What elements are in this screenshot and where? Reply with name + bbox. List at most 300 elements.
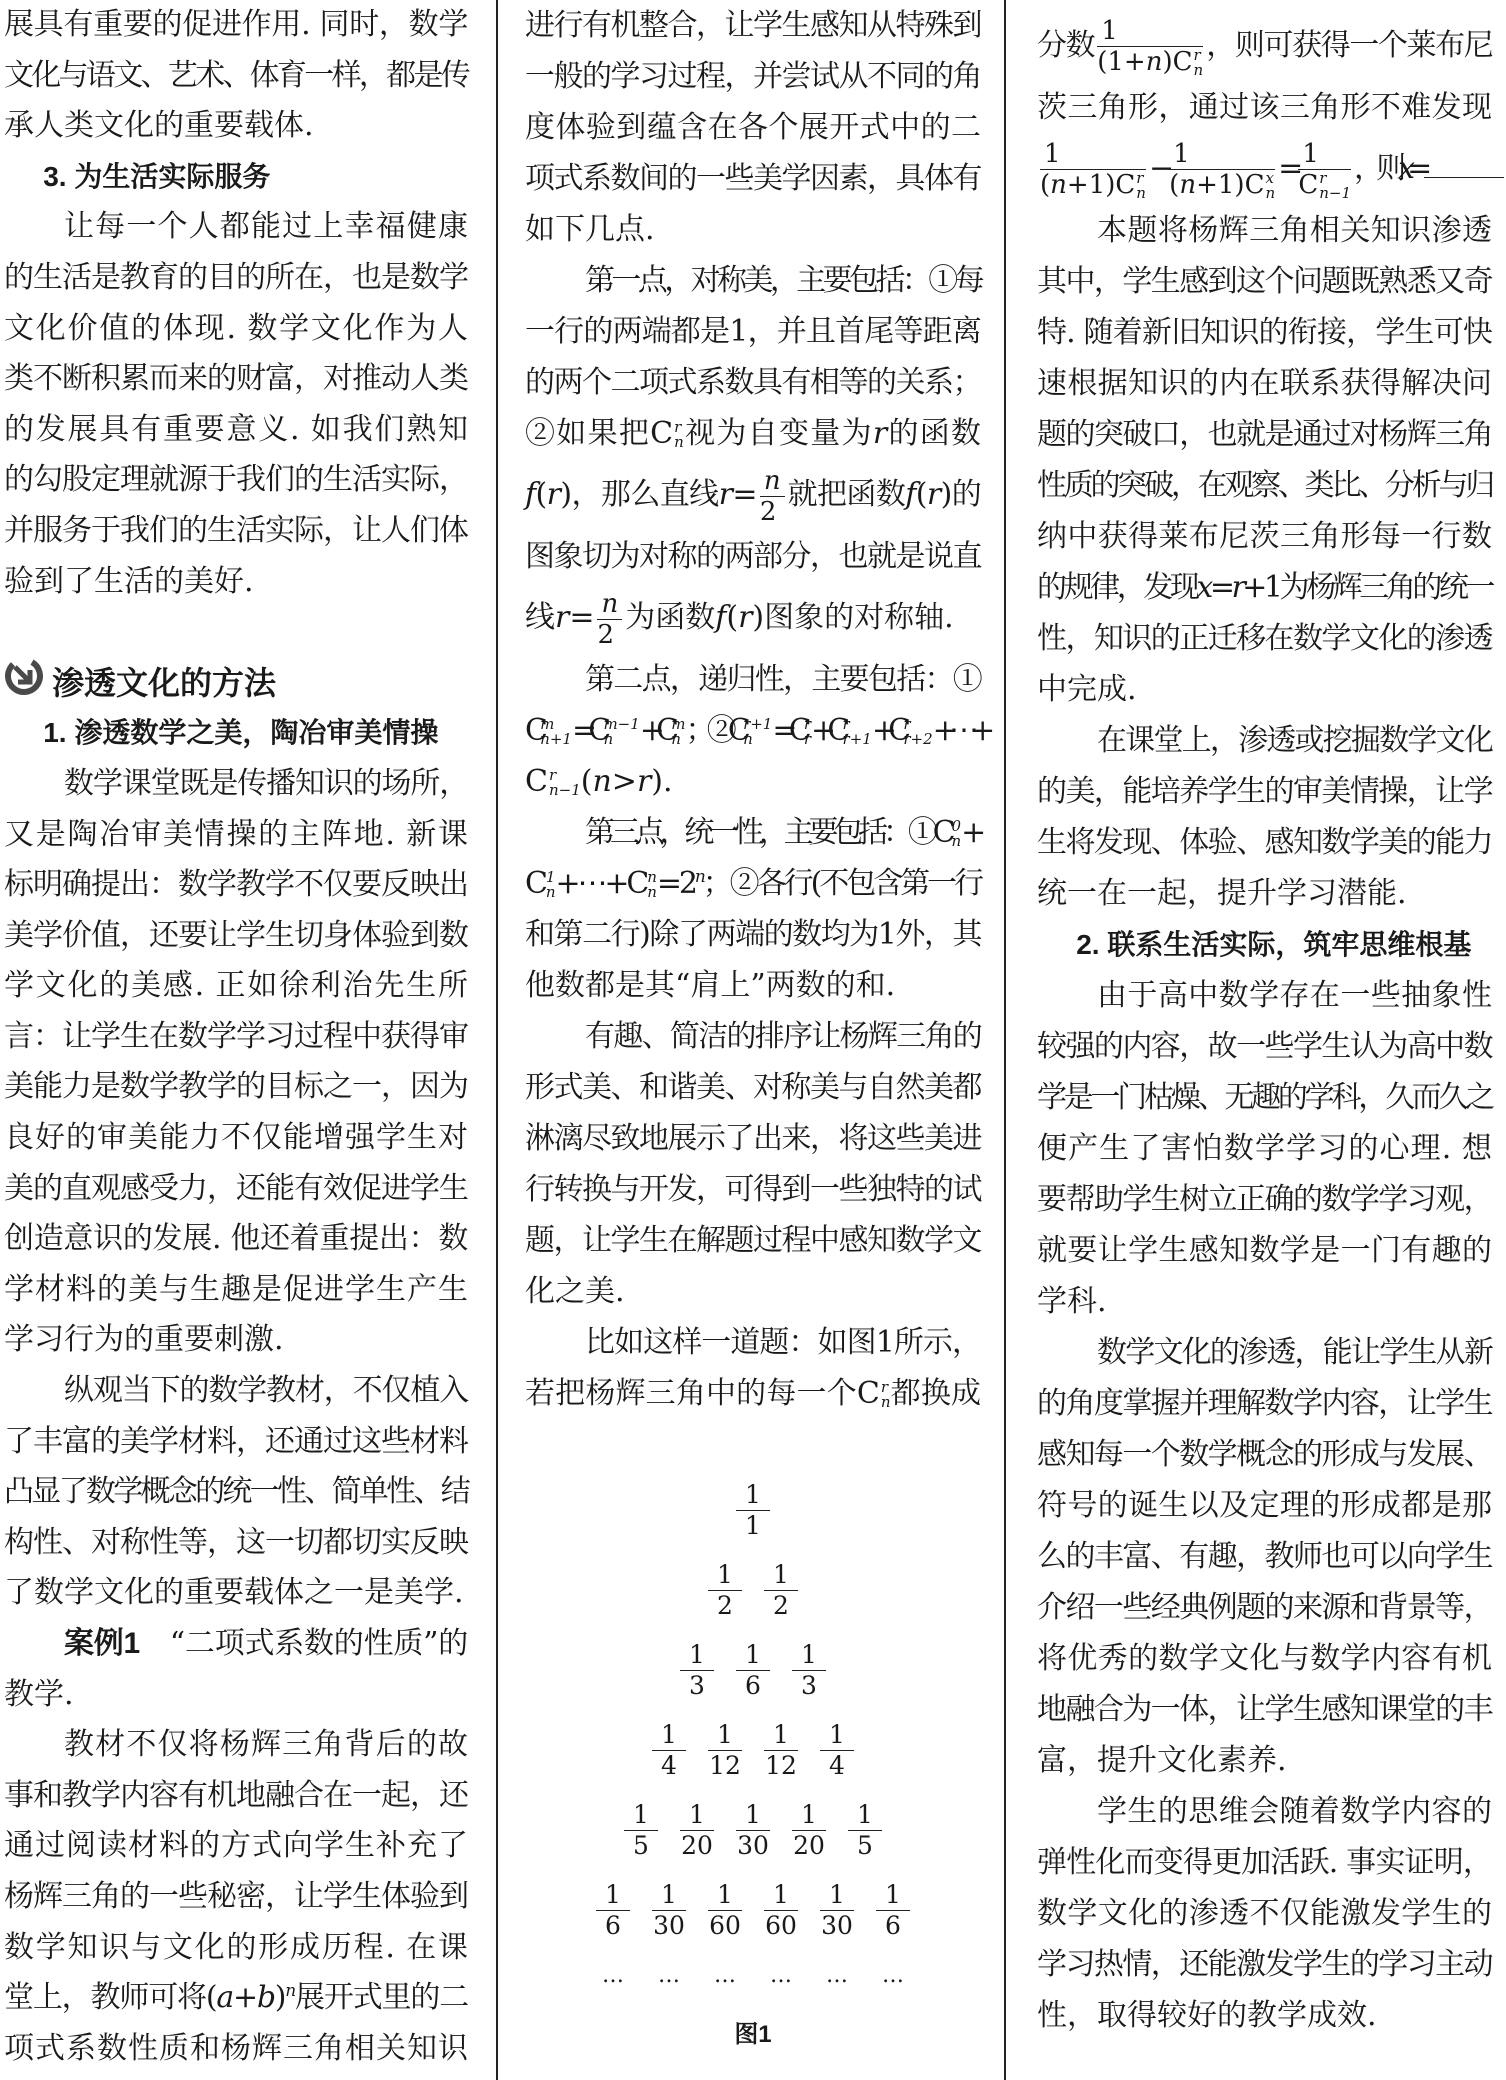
superscript: m (671, 715, 686, 733)
paragraph (525, 0, 981, 255)
text-line (525, 357, 981, 408)
denominator (792, 1831, 826, 1861)
text-run: 形式美、和谐美、对称美与自然美都 (525, 1070, 981, 1105)
binomial-c: C (588, 713, 603, 748)
fraction (1169, 139, 1275, 201)
text-run: 凸显了数学概念的统一性、简单性、结 (4, 1474, 468, 1510)
text-line (1037, 766, 1492, 817)
text-line (525, 1368, 981, 1419)
fraction (792, 1640, 826, 1701)
text-run: 又是陶冶审美情操的主阵地. 新课 (4, 816, 468, 852)
binomial-c: C (626, 866, 647, 901)
triangle-row (525, 1870, 981, 1950)
text-line (525, 1317, 981, 1368)
denominator (876, 1911, 910, 1941)
text-line (4, 405, 468, 456)
paragraph (1037, 205, 1492, 715)
text-run: 1 (1302, 139, 1319, 169)
denominator (652, 1911, 686, 1941)
text-line (1037, 1888, 1492, 1939)
text-line (525, 1011, 981, 1062)
section-heading (4, 658, 468, 709)
text-line (525, 306, 981, 357)
superscript: m−1 (603, 715, 640, 733)
text-run: 1 (661, 1879, 677, 1909)
text-line (525, 807, 981, 858)
text-line (4, 1012, 468, 1063)
subscript: r+2 (903, 730, 933, 748)
text-run: 并服务于我们的生活实际，让人们体 (4, 512, 468, 548)
fraction (624, 1800, 658, 1861)
numerator (708, 1560, 742, 1591)
text-line (1037, 460, 1492, 511)
text-run: 1 (689, 1639, 705, 1669)
subscript: n (674, 433, 684, 451)
text-line (1037, 409, 1492, 460)
text-run: 1 (1173, 139, 1190, 169)
binomial-indices (549, 768, 581, 798)
text-run: 的函数 (887, 416, 982, 451)
superscript: m (540, 715, 555, 733)
text-run: 1 (829, 1719, 845, 1749)
math-variable: n (601, 588, 619, 619)
text-run: 弹性化而变得更加活跃. 事实证明， (1037, 1845, 1492, 1880)
text-run: 通过阅读材料的方式向学生补充了 (4, 1828, 468, 1864)
text-run: 1 (745, 1479, 761, 1509)
text-line (4, 1821, 468, 1872)
fraction (792, 1800, 826, 1861)
denominator (680, 1831, 714, 1861)
text-run: + (232, 1980, 257, 2016)
binomial-c: C (827, 713, 842, 748)
math-variable: r (872, 416, 888, 451)
triangle-row (525, 1470, 981, 1550)
denominator (736, 1511, 770, 1541)
paragraph (525, 654, 987, 807)
binomial-coefficient (525, 764, 581, 799)
text-line (1037, 613, 1492, 664)
text-run: − (1148, 151, 1167, 186)
text-line (1037, 1531, 1492, 1582)
text-run: 度体验到蕴含在各个展开式中的二 (525, 110, 981, 145)
fraction (708, 1880, 742, 1941)
text-line (1037, 1327, 1492, 1378)
text-line (4, 1720, 468, 1771)
binomial-indices (881, 1380, 891, 1410)
text-run: 在课堂上，渗透或挖掘数学文化 (1097, 723, 1492, 758)
text-line (1037, 1225, 1492, 1276)
text-run: 一般的学习过程，并尝试从不同的角 (525, 59, 981, 94)
text-run: 题的突破口，也就是通过对杨辉三角 (1037, 417, 1492, 452)
numerator (708, 1880, 742, 1911)
text-line (4, 101, 468, 152)
superscript: r (674, 418, 682, 436)
denominator (764, 1591, 798, 1621)
math-variable: f (905, 477, 916, 512)
text-run: 4 (661, 1750, 677, 1780)
text-run: 教材不仅将杨辉三角背后的故 (64, 1727, 468, 1763)
binomial-coefficient (525, 713, 572, 748)
binomial-indices (540, 717, 572, 747)
text-run: +⋯+ (932, 713, 987, 748)
text-run: 分数 (1037, 28, 1095, 63)
text-run: ，则可获得一个莱布尼 (1206, 28, 1493, 63)
math-variable: a (216, 1980, 233, 2016)
text-run: 1 (605, 1879, 621, 1909)
paragraph (4, 759, 468, 1366)
ellipsis: … (602, 1962, 624, 1988)
numerator (1040, 139, 1146, 170)
binomial-coefficient (933, 815, 961, 850)
text-run: 本题将杨辉三角相关知识渗透 (1097, 213, 1492, 248)
text-line (4, 557, 468, 608)
text-run: 数学课堂既是传播知识的场所， (64, 765, 468, 801)
exponent: n (694, 867, 703, 887)
binomial-coefficient (650, 416, 684, 451)
binomial-indices (674, 420, 684, 450)
math-variable: n (1179, 170, 1197, 200)
text-line (1037, 1378, 1492, 1429)
text-line (1037, 1633, 1492, 1684)
fraction (652, 1880, 686, 1941)
text-run: = (732, 477, 757, 512)
text-run: 教学. (4, 1676, 74, 1712)
text-run: 学生的思维会随着数学内容的 (1097, 1794, 1492, 1829)
paragraph (1037, 10, 1506, 205)
binomial-coefficient (827, 713, 871, 748)
text-run: 感知每一个数学概念的形成与发展、 (1037, 1437, 1492, 1472)
subscript: n (1193, 61, 1204, 79)
denominator (708, 1911, 742, 1941)
text-run: 学科. (1037, 1284, 1107, 1319)
text-run: 学习热情，还能激发学生的学习主动 (1037, 1947, 1492, 1982)
column-1 (4, 0, 468, 2074)
paragraph (4, 0, 468, 152)
ellipsis-row (525, 1950, 981, 2000)
text-run: (1+ (1097, 47, 1146, 77)
binomial-coefficient (728, 713, 772, 748)
text-line (4, 1062, 468, 1113)
paragraph (4, 202, 468, 607)
text-line (1037, 1072, 1492, 1123)
text-line (4, 1366, 468, 1417)
binomial-coefficient (1245, 170, 1276, 200)
numerator (1298, 139, 1351, 170)
text-line (1037, 817, 1492, 868)
text-line (4, 455, 468, 506)
text-line (1037, 358, 1492, 409)
text-run: 淋漓尽致地展示了出来，将这些美进 (525, 1121, 981, 1156)
text-line (1037, 511, 1492, 562)
superscript: r (842, 715, 850, 733)
text-run: 符号的诞生以及定理的形成都是那 (1037, 1488, 1492, 1523)
text-line (1037, 256, 1492, 307)
text-run: 创造意识的发展. 他还着重提出：数 (4, 1221, 468, 1257)
superscript: 0 (951, 817, 962, 835)
text-run: 项式系数性质和杨辉三角相关知识 (4, 2030, 468, 2066)
text-run: 学材料的美与生趣是促进学生产生 (4, 1271, 468, 1307)
text-run: ②如果把 (525, 416, 651, 451)
section-heading-text: 渗透文化的方法 (52, 664, 277, 701)
text-run: 速根据知识的内在联系获得解决问 (1037, 366, 1492, 401)
binomial-indices (743, 717, 772, 747)
binomial-coefficient (857, 1376, 891, 1411)
text-run: 1 (885, 1879, 901, 1909)
binomial-c: C (856, 1376, 880, 1411)
math-variable: n (1050, 170, 1067, 200)
text-run: 和第二行)除了两端的数均为1外，其 (525, 917, 981, 952)
numerator (652, 1720, 686, 1751)
case-label: 案例1 (64, 1627, 140, 1660)
triangle-row (525, 1630, 981, 1710)
text-run: = (571, 713, 589, 748)
text-line (1037, 133, 1506, 205)
text-run: 他数都是其“肩上”两数的和. (525, 968, 896, 1003)
text-line (525, 255, 981, 306)
paragraph (1037, 1786, 1492, 2041)
figure-caption: 图1 (734, 2021, 772, 2048)
text-run: ( (580, 764, 593, 799)
numerator (792, 1800, 826, 1831)
text-run: 良好的审美能力不仅能增强学生对 (4, 1120, 468, 1156)
column-2 (525, 0, 987, 1419)
text-run: 2 (717, 1590, 733, 1620)
text-run: 1 (745, 1639, 761, 1669)
text-run: 较强的内容，故一些学生认为高中数 (1037, 1029, 1492, 1064)
text-line (4, 1923, 468, 1974)
text-run: = (1278, 151, 1296, 186)
text-run: 项式系数间的一些美学因素，具体有 (525, 161, 981, 196)
binomial-indices (1194, 48, 1204, 78)
text-line (525, 102, 981, 153)
binomial-c: C (888, 713, 903, 748)
text-run: 1 (773, 1559, 789, 1589)
binomial-c: C (932, 815, 951, 850)
superscript: r (548, 766, 557, 784)
subscript: n−1 (1319, 184, 1352, 202)
denominator (760, 497, 785, 527)
text-line (1037, 1735, 1492, 1786)
fraction (764, 1720, 798, 1781)
text-run: 文化与语文、艺术、体育一样，都是传 (4, 57, 468, 93)
fraction (848, 1800, 882, 1861)
text-run: 12 (765, 1750, 797, 1780)
text-line (4, 51, 468, 102)
text-run: 都换成 (890, 1376, 982, 1411)
numerator (764, 1880, 798, 1911)
binomial-c: C (650, 416, 674, 451)
text-run: 标明确提出：数学教学不仅要反映出 (4, 867, 468, 903)
binomial-indices (1265, 171, 1275, 201)
denominator (736, 1831, 770, 1861)
text-run: 20 (793, 1830, 825, 1860)
text-run: 1 (661, 1719, 677, 1749)
text-run: 文化价值的体现. 数学文化作为人 (4, 310, 468, 346)
text-run: 富，提升文化素养. (1037, 1743, 1287, 1778)
text-run: 验到了生活的美好. (4, 563, 254, 599)
binomial-indices (546, 870, 556, 900)
fraction (1097, 16, 1203, 78)
ellipsis: … (826, 1962, 848, 1988)
text-run: 5 (633, 1830, 649, 1860)
denominator (1040, 170, 1146, 201)
text-run: 构性、对称性等，这一切都切实反映 (4, 1524, 468, 1560)
text-line (525, 459, 981, 531)
text-run: 1 (773, 1719, 789, 1749)
text-run: 3 (689, 1670, 705, 1700)
binomial-c: C (1298, 170, 1319, 200)
math-variable: n (763, 465, 781, 496)
numerator (708, 1720, 742, 1751)
text-run: +⋯+ (555, 866, 627, 901)
binomial-coefficient (1298, 170, 1351, 200)
text-line (1037, 1939, 1492, 1990)
text-run: 化之美. (525, 1274, 625, 1309)
circle-arrow-down-right-icon (4, 656, 44, 711)
text-run: 4 (829, 1750, 845, 1780)
superscript: r (880, 1378, 888, 1396)
text-run: 生将发现、体验、感知数学美的能力 (1037, 825, 1492, 860)
denominator (1298, 170, 1351, 201)
text-run: 茨三角形，通过该三角形不难发现 (1037, 90, 1492, 125)
text-line (1037, 307, 1492, 358)
text-run: + (639, 713, 657, 748)
text-run: = (1209, 570, 1232, 605)
text-run: 第三点，统一性，主要包括：① (585, 815, 933, 850)
subscript: n (1265, 184, 1276, 202)
text-line (1037, 715, 1492, 766)
text-run: 要帮助学生树立正确的数学学习观， (1037, 1182, 1492, 1217)
binomial-c: C (525, 713, 540, 748)
exponent: n (285, 1981, 295, 2002)
math-variable: x (1196, 570, 1210, 605)
text-run: 图象切为对称的两部分，也就是说直 (525, 539, 981, 574)
text-run: + (871, 713, 889, 748)
text-line (4, 860, 468, 911)
text-run: 性，知识的正迁移在数学文化的渗透 (1037, 621, 1492, 656)
text-line (1037, 1123, 1492, 1174)
text-run: 1 (745, 1510, 761, 1540)
fraction (597, 589, 622, 650)
text-line (1037, 1837, 1492, 1888)
text-run: 20 (681, 1830, 713, 1860)
math-variable: b (256, 1980, 275, 2016)
text-line (4, 1467, 468, 1518)
text-run: 言：让学生在数学学习过程中获得审 (4, 1018, 468, 1054)
binomial-indices (671, 717, 685, 747)
superscript: 1 (545, 868, 556, 886)
text-run: 1 (829, 1879, 845, 1909)
paragraph (525, 1011, 981, 1317)
text-run: 让每一个人都能过上幸福健康 (64, 209, 468, 245)
text-run: 展具有重要的促进作用. 同时，数学 (4, 7, 468, 42)
text-run: 其中，学生感到这个问题既熟悉又奇 (1037, 264, 1492, 299)
paragraph (1037, 970, 1492, 1327)
text-run: 30 (821, 1910, 853, 1940)
numerator (848, 1800, 882, 1831)
text-line (1037, 1174, 1492, 1225)
text-run: 的勾股定理就源于我们的生活实际， (4, 462, 468, 498)
text-run: 由于高中数学存在一些抽象性 (1097, 978, 1492, 1013)
text-run: 60 (709, 1910, 741, 1940)
text-run: + (961, 815, 982, 850)
text-line (1037, 664, 1492, 715)
text-line (525, 705, 987, 756)
text-run: 美学价值，还要让学生切身体验到数 (4, 917, 468, 953)
binomial-coefficient (888, 713, 932, 748)
text-run: 1 (717, 1879, 733, 1909)
subsection-heading: 2. 联系生活实际，筑牢思维根基 (1076, 929, 1472, 960)
fraction (820, 1880, 854, 1941)
text-line (4, 1113, 468, 1164)
denominator (820, 1751, 854, 1781)
text-run: 5 (857, 1830, 873, 1860)
text-run: 2 (597, 619, 615, 650)
text-line (4, 961, 468, 1012)
text-line (525, 858, 981, 909)
subscript: r (803, 730, 812, 748)
math-variable: f (715, 600, 727, 635)
text-run: 若把杨辉三角中的每一个 (525, 1376, 857, 1411)
text-line (4, 202, 468, 253)
text-run: 的角度掌握并理解数学内容，让学生 (1037, 1386, 1492, 1421)
text-line (4, 1265, 468, 1316)
text-run: 展开式里的二 (294, 1980, 468, 2016)
numerator (596, 1880, 630, 1911)
paragraph (525, 1317, 981, 1419)
triangle-row (525, 1710, 981, 1790)
text-run: 1 (717, 1559, 733, 1589)
numerator (736, 1640, 770, 1671)
binomial-coefficient (626, 866, 657, 901)
text-run: = (569, 600, 595, 635)
numerator (736, 1800, 770, 1831)
text-run: . (1504, 151, 1506, 186)
text-run: 1 (633, 1799, 649, 1829)
text-line (525, 51, 981, 102)
text-run: 地融合为一体，让学生感知课堂的丰 (1037, 1692, 1492, 1727)
numerator (792, 1640, 826, 1671)
binomial-indices (1319, 171, 1351, 201)
fraction (708, 1720, 742, 1781)
text-line (525, 756, 981, 807)
text-line (1037, 205, 1492, 256)
text-run: 线 (525, 600, 555, 635)
binomial-indices (603, 717, 639, 747)
text-run: ( (915, 477, 927, 512)
fraction (764, 1880, 798, 1941)
fraction (680, 1800, 714, 1861)
ellipsis: … (658, 1962, 680, 1988)
fraction (760, 466, 785, 527)
paragraph (525, 255, 981, 654)
math-variable: r (738, 600, 753, 635)
superscript: n (647, 868, 657, 886)
binomial-coefficient (1115, 170, 1146, 200)
fraction (596, 1880, 630, 1941)
math-variable: r (636, 764, 652, 799)
denominator (708, 1751, 742, 1781)
superscript: r (903, 715, 911, 733)
text-run: ) (1162, 47, 1173, 77)
text-run: 1 (1044, 139, 1061, 169)
text-run: 了丰富的美学材料，还通过这些材料 (4, 1423, 468, 1459)
denominator (820, 1911, 854, 1941)
subscript: n+1 (540, 730, 572, 748)
text-run: 杨辉三角的一些秘密，让学生体验到 (4, 1878, 468, 1914)
subscript: n (603, 730, 614, 748)
text-run: ( (1169, 170, 1180, 200)
